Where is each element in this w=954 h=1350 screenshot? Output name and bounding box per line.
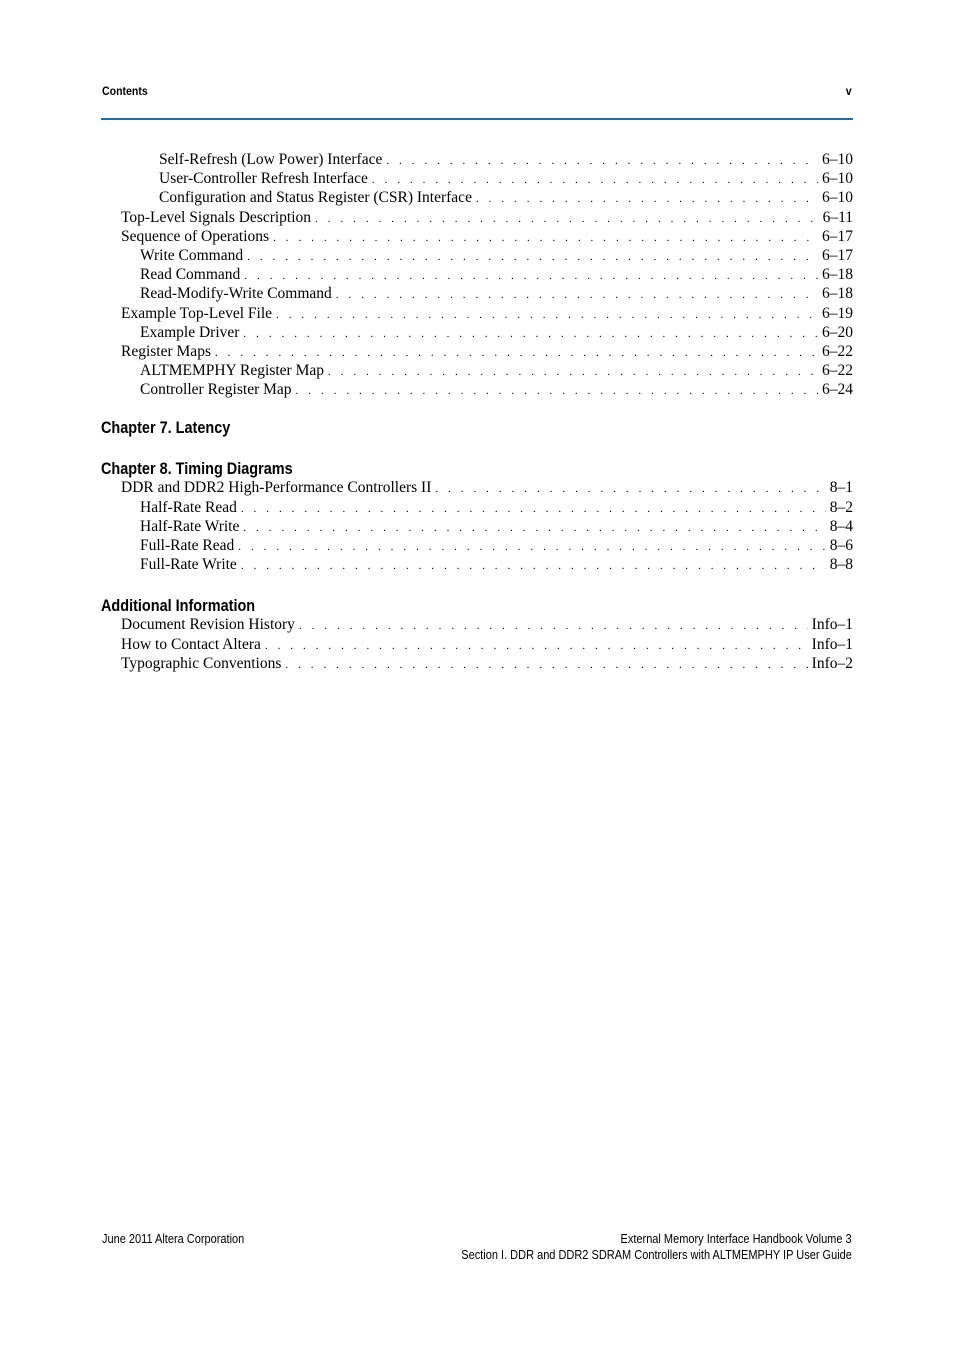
toc-entry-page: Info–2 xyxy=(811,654,853,672)
dot-leader xyxy=(276,309,818,321)
page-number: v xyxy=(846,84,852,98)
dot-leader xyxy=(476,193,818,205)
table-of-contents xyxy=(101,151,853,674)
dot-leader xyxy=(296,385,818,397)
toc-entry-page: 6–17 xyxy=(822,227,853,245)
toc-entry-title: User-Controller Refresh Interface xyxy=(159,170,368,188)
dot-leader xyxy=(336,289,818,301)
dot-leader xyxy=(238,541,825,553)
toc-entry-page: 8–4 xyxy=(829,517,853,535)
dot-leader xyxy=(299,620,808,632)
toc-entry-page: 6–18 xyxy=(822,266,853,284)
toc-entry[interactable] xyxy=(101,228,853,247)
toc-entry-page: 8–1 xyxy=(829,479,853,497)
toc-entry-page: 6–24 xyxy=(822,381,853,399)
toc-entry[interactable] xyxy=(101,170,853,189)
footer-section-title: Section I. DDR and DDR2 SDRAM Controllers with ALTMEMPHY IP User Guide xyxy=(461,1248,852,1262)
chapter-heading-additional-information[interactable]: Additional Information xyxy=(101,596,256,616)
dot-leader xyxy=(243,328,818,340)
running-header-title: Contents xyxy=(102,84,148,98)
toc-entry[interactable] xyxy=(101,362,853,381)
toc-entry-title: Example Driver xyxy=(140,323,240,341)
dot-leader xyxy=(215,347,818,359)
toc-entry-page: Info–1 xyxy=(811,635,853,653)
toc-entry-title: ALTMEMPHY Register Map xyxy=(140,362,324,380)
dot-leader xyxy=(328,366,818,378)
toc-entry-title: Read-Modify-Write Command xyxy=(140,285,332,303)
toc-entry-title: Top-Level Signals Description xyxy=(121,208,312,226)
toc-entry[interactable] xyxy=(101,636,853,655)
toc-entry-page: 6–19 xyxy=(822,304,853,322)
toc-entry[interactable] xyxy=(101,616,853,635)
footer-handbook-title: External Memory Interface Handbook Volume 3 xyxy=(620,1232,852,1246)
dot-leader xyxy=(241,503,826,515)
toc-entry-title: Example Top-Level File xyxy=(121,304,273,322)
toc-entry-title: Configuration and Status Register (CSR) Interface xyxy=(159,189,472,207)
dot-leader xyxy=(243,522,825,534)
toc-entry[interactable] xyxy=(101,537,853,556)
toc-section-additional xyxy=(101,616,853,674)
toc-entry-title: Self-Refresh (Low Power) Interface xyxy=(159,151,383,168)
toc-entry-page: 6–22 xyxy=(822,342,853,360)
toc-entry-page: 6–22 xyxy=(822,362,853,380)
toc-entry[interactable] xyxy=(101,381,853,400)
toc-entry-title: Half-Rate Read xyxy=(140,498,237,516)
toc-entry-title: Sequence of Operations xyxy=(121,227,270,245)
dot-leader xyxy=(244,270,818,282)
toc-entry-page: 8–6 xyxy=(829,537,853,554)
toc-entry[interactable] xyxy=(101,305,853,324)
toc-entry-title: Full-Rate Write xyxy=(140,556,237,574)
toc-entry-title: Controller Register Map xyxy=(140,381,292,399)
toc-entry[interactable] xyxy=(101,479,853,498)
toc-entry-page: 6–10 xyxy=(822,151,853,168)
toc-entry-page: 6–10 xyxy=(822,170,853,188)
chapter-heading-latency[interactable]: Chapter 7. Latency xyxy=(101,418,231,438)
toc-section-chapter8 xyxy=(101,479,853,575)
toc-entry[interactable] xyxy=(101,655,853,674)
toc-entry[interactable] xyxy=(101,556,853,575)
toc-entry-page: 6–11 xyxy=(822,208,853,226)
toc-entry-title: Typographic Conventions xyxy=(121,654,282,672)
toc-entry[interactable] xyxy=(101,324,853,343)
toc-entry[interactable] xyxy=(101,247,853,266)
toc-entry-title: How to Contact Altera xyxy=(121,635,261,653)
header-rule xyxy=(101,118,853,120)
toc-entry-page: 6–17 xyxy=(822,246,853,264)
toc-entry-page: 6–10 xyxy=(822,189,853,207)
dot-leader xyxy=(386,155,818,167)
toc-entry-page: 8–2 xyxy=(829,498,853,516)
toc-section-chapter6 xyxy=(101,151,853,400)
toc-entry[interactable] xyxy=(101,499,853,518)
toc-entry-title: Read Command xyxy=(140,266,241,284)
toc-entry-title: Half-Rate Write xyxy=(140,517,240,535)
toc-entry[interactable] xyxy=(101,343,853,362)
toc-entry-page: Info–1 xyxy=(811,616,853,634)
dot-leader xyxy=(285,659,807,671)
dot-leader xyxy=(372,174,818,186)
dot-leader xyxy=(273,232,818,244)
dot-leader xyxy=(241,560,826,572)
toc-entry-title: Full-Rate Read xyxy=(140,537,235,554)
toc-entry[interactable] xyxy=(101,285,853,304)
toc-entry-page: 6–18 xyxy=(822,285,853,303)
dot-leader xyxy=(435,483,825,495)
toc-entry-title: Document Revision History xyxy=(121,616,295,634)
dot-leader xyxy=(247,251,818,263)
toc-entry-title: Write Command xyxy=(140,246,244,264)
dot-leader xyxy=(265,640,808,652)
toc-entry[interactable] xyxy=(101,266,853,285)
toc-entry-page: 8–8 xyxy=(829,556,853,574)
toc-entry[interactable] xyxy=(101,518,853,537)
dot-leader xyxy=(315,213,819,225)
toc-entry-title: DDR and DDR2 High-Performance Controllers II xyxy=(121,479,432,497)
toc-entry[interactable] xyxy=(101,151,853,170)
toc-entry-page: 6–20 xyxy=(822,323,853,341)
footer-date-company: June 2011 Altera Corporation xyxy=(102,1232,245,1246)
toc-entry[interactable] xyxy=(101,209,853,228)
chapter-heading-timing-diagrams[interactable]: Chapter 8. Timing Diagrams xyxy=(101,459,293,479)
toc-entry[interactable] xyxy=(101,189,853,208)
toc-entry-title: Register Maps xyxy=(121,342,211,360)
